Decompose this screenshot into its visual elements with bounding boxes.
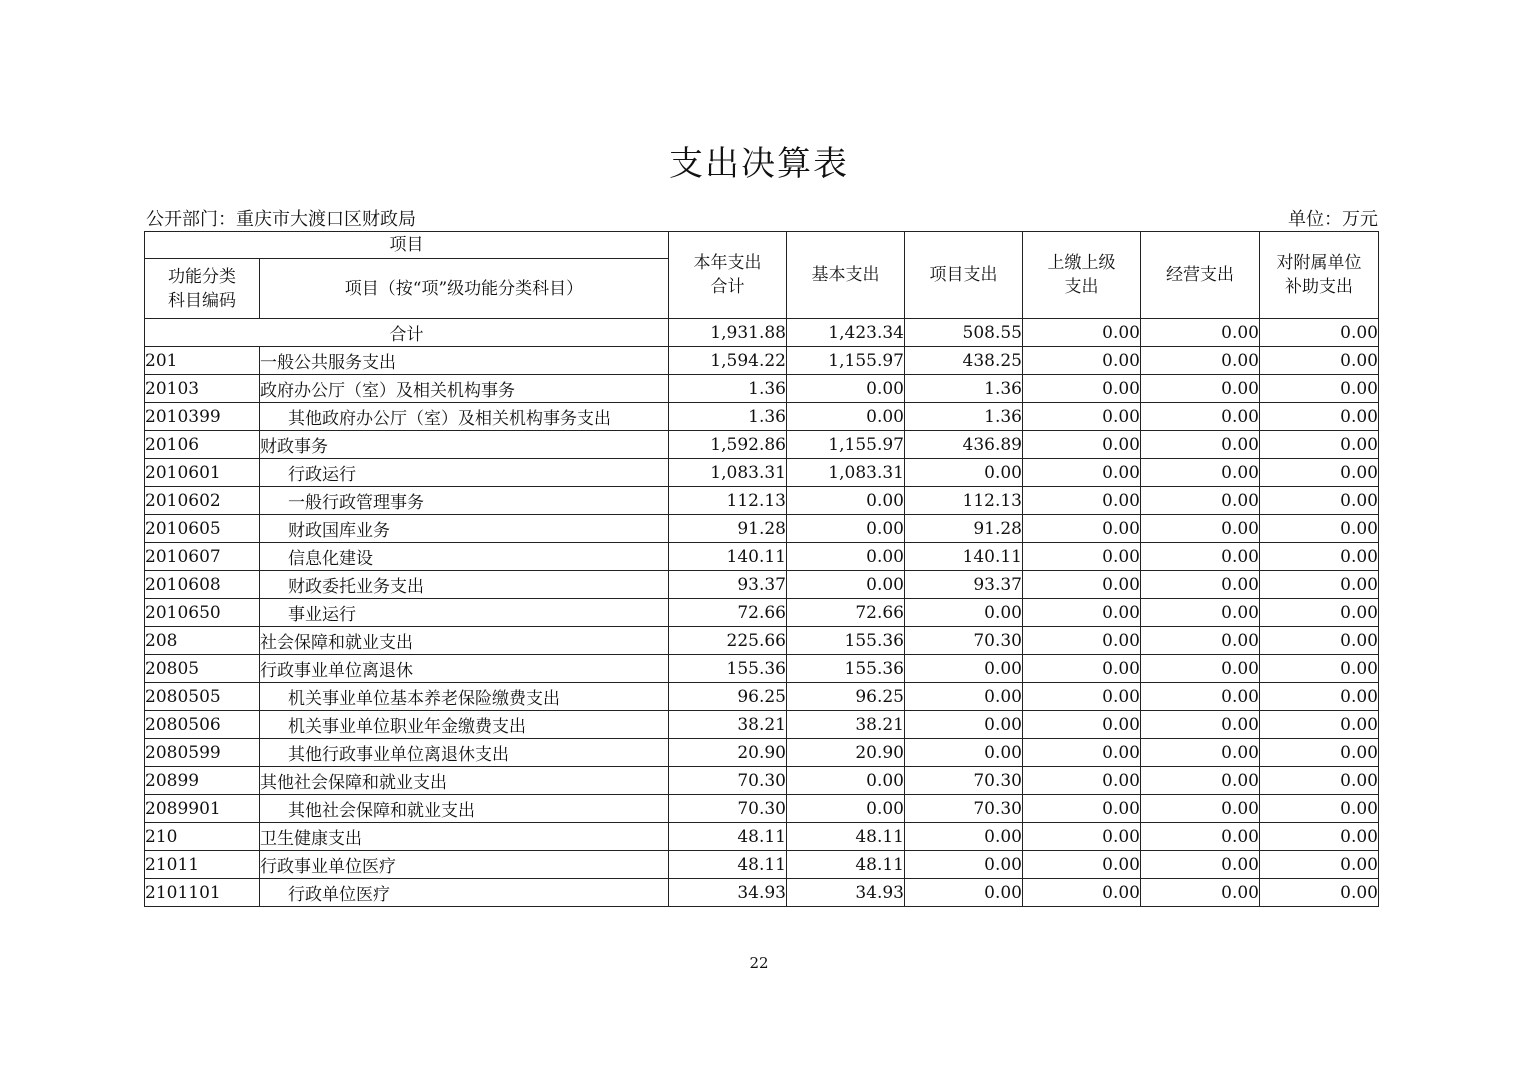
value-cell: 140.11 [905, 543, 1023, 571]
value-cell: 0.00 [1023, 487, 1141, 515]
value-cell: 1.36 [905, 403, 1023, 431]
department-label: 公开部门：重庆市大渡口区财政局 [146, 209, 416, 230]
value-cell: 1,592.86 [669, 431, 787, 459]
value-cell: 0.00 [1141, 487, 1260, 515]
code-cell: 2010608 [145, 571, 260, 599]
code-cell: 2010601 [145, 459, 260, 487]
name-cell: 一般公共服务支出 [260, 347, 669, 375]
value-cell: 0.00 [1023, 347, 1141, 375]
value-cell: 0.00 [1023, 739, 1141, 767]
total-value-cell: 0.00 [1141, 319, 1260, 347]
value-cell: 0.00 [1260, 543, 1379, 571]
value-cell: 0.00 [1260, 823, 1379, 851]
name-cell: 其他行政事业单位离退休支出 [260, 739, 669, 767]
value-cell: 0.00 [1141, 403, 1260, 431]
header-upper: 上缴上级 支出 [1023, 232, 1141, 319]
value-cell: 70.30 [905, 627, 1023, 655]
total-value-cell: 508.55 [905, 319, 1023, 347]
code-cell: 2010602 [145, 487, 260, 515]
value-cell: 0.00 [1260, 655, 1379, 683]
value-cell: 91.28 [669, 515, 787, 543]
header-basic: 基本支出 [787, 232, 905, 319]
value-cell: 0.00 [787, 543, 905, 571]
code-cell: 2010650 [145, 599, 260, 627]
value-cell: 34.93 [787, 879, 905, 907]
name-cell: 行政运行 [260, 459, 669, 487]
page-title: 支出决算表 [669, 144, 849, 184]
value-cell: 0.00 [905, 823, 1023, 851]
value-cell: 112.13 [905, 487, 1023, 515]
table-row [145, 739, 1379, 767]
value-cell: 96.25 [669, 683, 787, 711]
code-cell: 20805 [145, 655, 260, 683]
name-cell: 机关事业单位职业年金缴费支出 [260, 711, 669, 739]
header-business: 经营支出 [1141, 232, 1260, 319]
value-cell: 70.30 [669, 795, 787, 823]
table-row [145, 403, 1379, 431]
value-cell: 0.00 [1023, 655, 1141, 683]
value-cell: 0.00 [1260, 627, 1379, 655]
value-cell: 112.13 [669, 487, 787, 515]
value-cell: 0.00 [1023, 879, 1141, 907]
table-row [145, 375, 1379, 403]
code-cell: 2080599 [145, 739, 260, 767]
table-row [145, 711, 1379, 739]
value-cell: 0.00 [787, 515, 905, 543]
value-cell: 0.00 [1260, 683, 1379, 711]
value-cell: 0.00 [1023, 851, 1141, 879]
value-cell: 91.28 [905, 515, 1023, 543]
table-row [145, 431, 1379, 459]
value-cell: 38.21 [787, 711, 905, 739]
header-project: 项目支出 [905, 232, 1023, 319]
value-cell: 0.00 [1141, 599, 1260, 627]
header-subsidy: 对附属单位 补助支出 [1260, 232, 1379, 319]
value-cell: 0.00 [1023, 515, 1141, 543]
code-cell: 210 [145, 823, 260, 851]
total-label: 合计 [145, 319, 669, 347]
name-cell: 政府办公厅（室）及相关机构事务 [260, 375, 669, 403]
value-cell: 0.00 [1260, 431, 1379, 459]
name-cell: 其他社会保障和就业支出 [260, 767, 669, 795]
value-cell: 0.00 [1260, 347, 1379, 375]
value-cell: 93.37 [905, 571, 1023, 599]
total-value-cell: 1,423.34 [787, 319, 905, 347]
value-cell: 0.00 [1023, 403, 1141, 431]
value-cell: 48.11 [669, 851, 787, 879]
value-cell: 0.00 [1141, 767, 1260, 795]
value-cell: 0.00 [905, 599, 1023, 627]
value-cell: 0.00 [1260, 515, 1379, 543]
unit-label: 单位：万元 [1288, 209, 1378, 230]
value-cell: 0.00 [787, 403, 905, 431]
value-cell: 0.00 [1141, 795, 1260, 823]
value-cell: 436.89 [905, 431, 1023, 459]
value-cell: 70.30 [905, 767, 1023, 795]
value-cell: 0.00 [787, 571, 905, 599]
value-cell: 0.00 [787, 375, 905, 403]
code-cell: 20103 [145, 375, 260, 403]
value-cell: 72.66 [669, 599, 787, 627]
value-cell: 0.00 [1260, 851, 1379, 879]
name-cell: 卫生健康支出 [260, 823, 669, 851]
value-cell: 0.00 [787, 795, 905, 823]
value-cell: 1.36 [905, 375, 1023, 403]
value-cell: 0.00 [1260, 571, 1379, 599]
value-cell: 0.00 [905, 683, 1023, 711]
value-cell: 0.00 [1023, 431, 1141, 459]
value-cell: 72.66 [787, 599, 905, 627]
table-row [145, 655, 1379, 683]
name-cell: 行政单位医疗 [260, 879, 669, 907]
value-cell: 1,083.31 [669, 459, 787, 487]
name-cell: 财政国库业务 [260, 515, 669, 543]
value-cell: 0.00 [1141, 459, 1260, 487]
value-cell: 0.00 [1141, 431, 1260, 459]
name-cell: 行政事业单位医疗 [260, 851, 669, 879]
value-cell: 140.11 [669, 543, 787, 571]
value-cell: 0.00 [1023, 459, 1141, 487]
value-cell: 0.00 [1260, 879, 1379, 907]
expenditure-table [144, 231, 1379, 907]
name-cell: 财政委托业务支出 [260, 571, 669, 599]
value-cell: 0.00 [1023, 543, 1141, 571]
name-cell: 事业运行 [260, 599, 669, 627]
code-cell: 2010605 [145, 515, 260, 543]
name-cell: 社会保障和就业支出 [260, 627, 669, 655]
value-cell: 0.00 [1023, 571, 1141, 599]
value-cell: 38.21 [669, 711, 787, 739]
value-cell: 20.90 [669, 739, 787, 767]
header-name: 项目（按“项”级功能分类科目） [260, 259, 669, 319]
value-cell: 96.25 [787, 683, 905, 711]
name-cell: 其他社会保障和就业支出 [260, 795, 669, 823]
value-cell: 0.00 [1260, 487, 1379, 515]
name-cell: 机关事业单位基本养老保险缴费支出 [260, 683, 669, 711]
code-cell: 208 [145, 627, 260, 655]
code-cell: 20899 [145, 767, 260, 795]
value-cell: 0.00 [787, 487, 905, 515]
value-cell: 0.00 [1141, 571, 1260, 599]
value-cell: 48.11 [787, 851, 905, 879]
table-row [145, 571, 1379, 599]
value-cell: 0.00 [905, 655, 1023, 683]
total-value-cell: 0.00 [1023, 319, 1141, 347]
value-cell: 0.00 [1141, 711, 1260, 739]
table-row [145, 515, 1379, 543]
name-cell: 行政事业单位离退休 [260, 655, 669, 683]
code-cell: 2101101 [145, 879, 260, 907]
table-row [145, 459, 1379, 487]
value-cell: 0.00 [1023, 627, 1141, 655]
code-cell: 201 [145, 347, 260, 375]
table-row [145, 795, 1379, 823]
value-cell: 0.00 [1023, 823, 1141, 851]
value-cell: 0.00 [1141, 347, 1260, 375]
value-cell: 0.00 [905, 851, 1023, 879]
value-cell: 0.00 [1260, 795, 1379, 823]
header-item: 项目 [145, 232, 669, 259]
value-cell: 1,594.22 [669, 347, 787, 375]
value-cell: 93.37 [669, 571, 787, 599]
value-cell: 0.00 [1141, 683, 1260, 711]
name-cell: 一般行政管理事务 [260, 487, 669, 515]
value-cell: 0.00 [1141, 655, 1260, 683]
table-row [145, 851, 1379, 879]
header-total: 本年支出 合计 [669, 232, 787, 319]
code-cell: 2080505 [145, 683, 260, 711]
table-row [145, 683, 1379, 711]
value-cell: 0.00 [1141, 543, 1260, 571]
value-cell: 1,155.97 [787, 347, 905, 375]
header-code: 功能分类 科目编码 [145, 259, 260, 319]
value-cell: 0.00 [1260, 711, 1379, 739]
value-cell: 0.00 [1023, 711, 1141, 739]
value-cell: 0.00 [1141, 515, 1260, 543]
value-cell: 0.00 [1260, 767, 1379, 795]
value-cell: 0.00 [1141, 739, 1260, 767]
value-cell: 0.00 [905, 739, 1023, 767]
value-cell: 155.36 [787, 627, 905, 655]
table-row [145, 347, 1379, 375]
value-cell: 1,083.31 [787, 459, 905, 487]
name-cell: 其他政府办公厅（室）及相关机构事务支出 [260, 403, 669, 431]
value-cell: 0.00 [1141, 823, 1260, 851]
page-number: 22 [749, 954, 769, 972]
value-cell: 0.00 [1023, 683, 1141, 711]
code-cell: 20106 [145, 431, 260, 459]
total-row [145, 319, 1379, 347]
value-cell: 438.25 [905, 347, 1023, 375]
code-cell: 2010399 [145, 403, 260, 431]
value-cell: 34.93 [669, 879, 787, 907]
value-cell: 20.90 [787, 739, 905, 767]
name-cell: 信息化建设 [260, 543, 669, 571]
value-cell: 225.66 [669, 627, 787, 655]
name-cell: 财政事务 [260, 431, 669, 459]
value-cell: 0.00 [1023, 375, 1141, 403]
value-cell: 0.00 [905, 711, 1023, 739]
value-cell: 48.11 [669, 823, 787, 851]
total-value-cell: 0.00 [1260, 319, 1379, 347]
table-row [145, 487, 1379, 515]
value-cell: 0.00 [1260, 599, 1379, 627]
table-row [145, 543, 1379, 571]
value-cell: 155.36 [787, 655, 905, 683]
value-cell: 0.00 [905, 459, 1023, 487]
value-cell: 0.00 [1141, 879, 1260, 907]
value-cell: 48.11 [787, 823, 905, 851]
value-cell: 0.00 [1260, 375, 1379, 403]
value-cell: 0.00 [1141, 375, 1260, 403]
table-row [145, 627, 1379, 655]
value-cell: 0.00 [787, 767, 905, 795]
value-cell: 0.00 [1141, 851, 1260, 879]
table-row [145, 823, 1379, 851]
total-value-cell: 1,931.88 [669, 319, 787, 347]
value-cell: 0.00 [1023, 767, 1141, 795]
value-cell: 0.00 [1260, 403, 1379, 431]
value-cell: 0.00 [1023, 795, 1141, 823]
value-cell: 0.00 [1260, 459, 1379, 487]
code-cell: 2010607 [145, 543, 260, 571]
value-cell: 1.36 [669, 403, 787, 431]
value-cell: 155.36 [669, 655, 787, 683]
code-cell: 2080506 [145, 711, 260, 739]
value-cell: 0.00 [905, 879, 1023, 907]
code-cell: 2089901 [145, 795, 260, 823]
value-cell: 0.00 [1141, 627, 1260, 655]
value-cell: 0.00 [1260, 739, 1379, 767]
table-row [145, 879, 1379, 907]
code-cell: 21011 [145, 851, 260, 879]
value-cell: 70.30 [669, 767, 787, 795]
value-cell: 0.00 [1023, 599, 1141, 627]
value-cell: 1.36 [669, 375, 787, 403]
value-cell: 1,155.97 [787, 431, 905, 459]
table-row [145, 599, 1379, 627]
table-row [145, 767, 1379, 795]
value-cell: 70.30 [905, 795, 1023, 823]
